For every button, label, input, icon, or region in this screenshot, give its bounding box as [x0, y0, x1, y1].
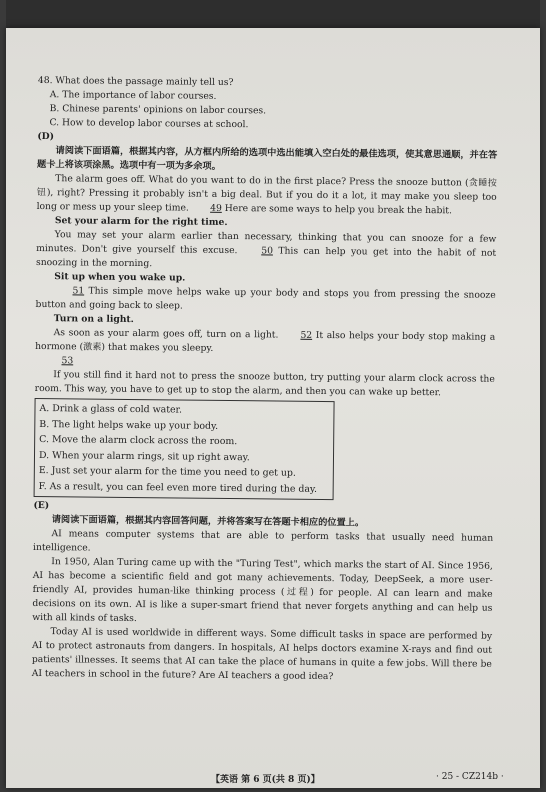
dark-border — [6, 0, 540, 28]
option-b: B. The light helps wake up your body. — [39, 418, 219, 432]
paragraph-text: The alarm goes off. What do you want to do in the first place? Press the snooze button (贪睡按钮), right? Pressing it probably isn't a big deal. But if you do it a lot, it may make you sleep too long or mess up your sleep time. — [36, 173, 497, 214]
question-48-stem: 48. What does the passage mainly tell us? — [37, 74, 234, 89]
paragraph-text: You may set your alarm earlier than necessary, thinking that you can snooze for a few minutes. Don't give yourself this excuse. — [36, 229, 497, 257]
section-e-paragraph-3: Today AI is used worldwide in different ways. Some difficult tasks in space are performed by AI to protect astronauts from dangers. In hospitals, AI helps doctors examine X-rays and find out patients' illnesses. It seems that AI can take the place of humans in quite a few jobs. Will there be AI teachers in school in the future? Are AI teachers a good idea? — [31, 626, 493, 683]
option-c: C. Move the alarm clock across the room. — [39, 434, 238, 448]
question-48-option-a: A. The importance of labor courses. — [49, 89, 217, 102]
question-48-option-b: B. Chinese parents' opinions on labor courses. — [49, 103, 267, 117]
section-d-paragraph-1 — [37, 172, 497, 219]
heading-sit-up: Sit up when you wake up. — [54, 271, 186, 284]
heading-set-alarm: Set your alarm for the right time. — [54, 215, 228, 228]
blank-53: 53 — [61, 355, 74, 367]
section-e-paragraph-1: AI means computer systems that are able to perform tasks that usually need human intelligence. — [32, 528, 494, 554]
paragraph-text: This can help you get into the habit of not snoozing in the morning. — [35, 245, 497, 270]
option-a: A. Drink a glass of cold water. — [39, 403, 183, 416]
paragraph-text: As soon as your alarm goes off, turn on a light. — [53, 327, 279, 341]
blank-51: 51 — [72, 285, 85, 297]
blank-49: 49 — [210, 202, 222, 214]
options-box — [34, 398, 335, 500]
question-48-option-c: C. How to develop labor courses at school. — [49, 117, 249, 131]
section-d-paragraph-5: If you still find it hard not to press the snooze button, try putting your alarm clock across the room. This way, you have to get up to stop the alarm, and then you can wake up better. — [34, 369, 495, 399]
section-d-instruction: 请阅读下面语篇，根据其内容，从方框内所给的选项中选出能填入空白处的最佳选项，使其意思通顺，并在答题卡上将该项涂黑。选项中有一项为多余项。 — [36, 145, 498, 172]
exam-page — [6, 28, 540, 788]
heading-turn-on-light: Turn on a light. — [53, 313, 134, 326]
paragraph-text: Here are some ways to help you break the habit. — [224, 202, 453, 217]
paragraph-text: It also helps your body stop making a hormone (激素) that makes you sleepy. — [35, 329, 496, 354]
paragraph-text: This simple move helps wake up your body and stops you from pressing the snooze button and going back to sleep. — [35, 285, 496, 312]
section-d-label: (D) — [37, 130, 55, 143]
page-body — [32, 74, 498, 686]
section-e-instruction: 请阅读下面语篇，根据其内容回答问题，并将答案写在答题卡相应的位置上。 — [51, 514, 365, 529]
option-d: D. When your alarm rings, sit up right away. — [38, 449, 250, 463]
section-d-paragraph-4 — [35, 326, 495, 359]
blank-50: 50 — [261, 245, 274, 257]
section-e-paragraph-2: In 1950, Alan Turing came up with the "Turing Test", which marks the start of AI. Since 1956, AI has become a scientific field and got many achievements. Today, DeepSeek, a more user-friendly AI, provides human-like thinking process (过程) for people. AI can learn and make decisions on its own. AI is like a super-smart friend that never forgets anything and can help us with all kinds of tasks. — [32, 556, 493, 625]
option-e: E. Just set your alarm for the time you need to get up. — [38, 465, 297, 479]
section-d-paragraph-2 — [36, 228, 496, 275]
blank-52: 52 — [300, 329, 313, 341]
page-number: 【英语 第 6 页(共 8 页)】 — [211, 775, 320, 785]
section-e-label: (E) — [33, 499, 50, 512]
option-f: F. As a result, you can feel even more tired during the day. — [38, 480, 318, 495]
exam-code: · 25 - CZ214b · — [436, 772, 504, 782]
